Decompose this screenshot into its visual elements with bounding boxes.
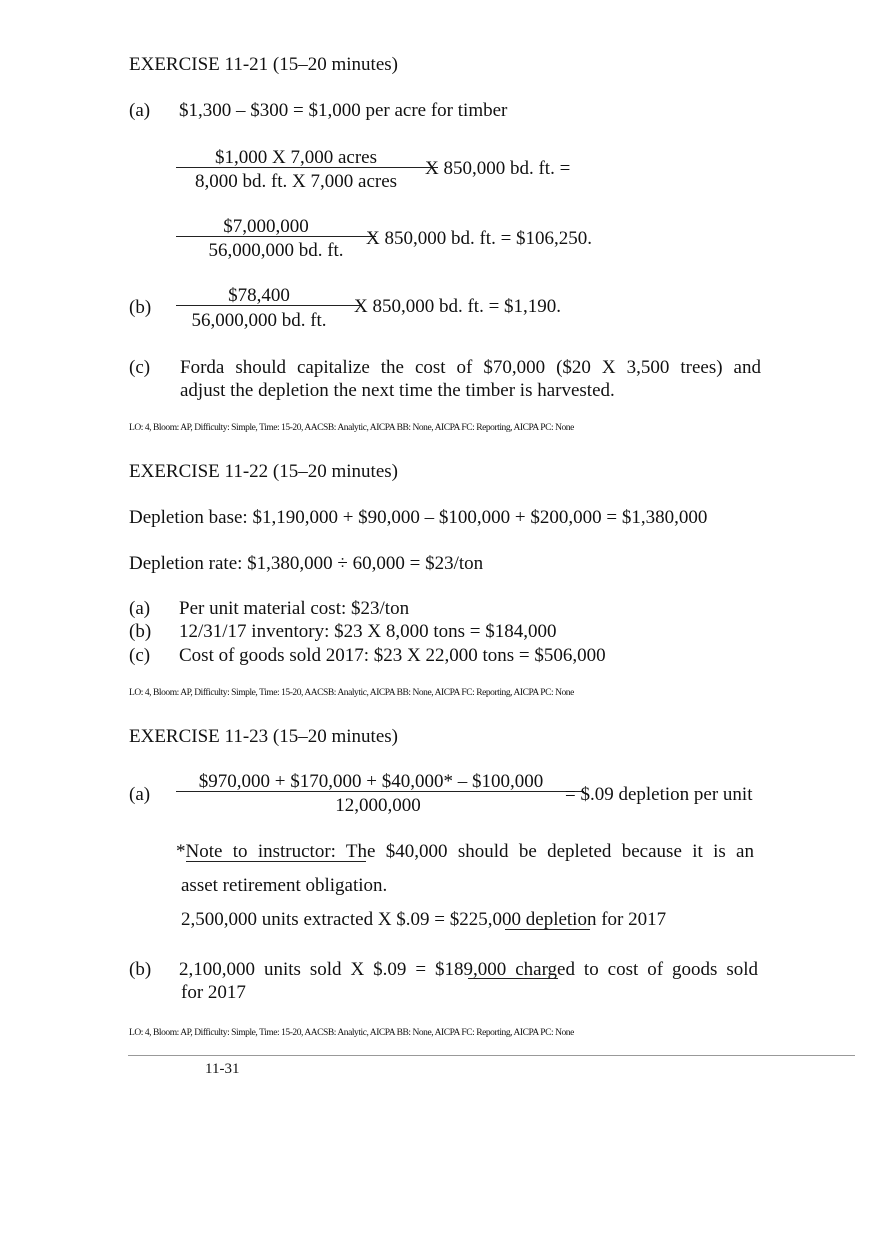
ex23-b-label: (b) xyxy=(129,959,152,980)
ex23-frac-bar xyxy=(176,791,584,792)
ex22-item-a-text: Per unit material cost: $23/ton xyxy=(179,598,410,619)
ex23-a-calc: 2,500,000 units extracted X $.09 = $225,000 depletion for 2017 xyxy=(181,909,667,930)
ex23-a-calc-underline xyxy=(505,929,590,930)
ex21-frac3-denominator: 56,000,000 bd. ft. xyxy=(191,310,327,331)
ex22-depletion-base: Depletion base: $1,190,000 + $90,000 – $100,000 + $200,000 = $1,380,000 xyxy=(129,507,708,528)
ex22-item-c-text: Cost of goods sold 2017: $23 X 22,000 tons = $506,000 xyxy=(179,645,606,666)
ex21-frac2-denominator: 56,000,000 bd. ft. xyxy=(208,240,344,261)
ex23-note-line1: *Note to instructor: The $40,000 should be depleted because it is an xyxy=(176,841,754,862)
ex23-lo-tag: LO: 4, Bloom: AP, Difficulty: Simple, Time: 15-20, AACSB: Analytic, AICPA BB: None, AICPA FC: Reporting, AICPA PC: None xyxy=(129,1028,574,1038)
ex21-frac2-tail: X 850,000 bd. ft. = $106,250. xyxy=(366,228,593,249)
ex22-item-b-label: (b) xyxy=(129,621,152,642)
footer-rule xyxy=(128,1055,855,1056)
ex21-a-line: $1,300 – $300 = $1,000 per acre for timber xyxy=(179,100,508,121)
ex22-item-b-text: 12/31/17 inventory: $23 X 8,000 tons = $184,000 xyxy=(179,621,557,642)
ex23-frac-numerator: $970,000 + $170,000 + $40,000* – $100,000 xyxy=(198,771,544,792)
ex22-title: EXERCISE 11-22 (15–20 minutes) xyxy=(129,461,398,482)
ex21-frac1-denominator: 8,000 bd. ft. X 7,000 acres xyxy=(194,171,398,192)
page-number: 11-31 xyxy=(205,1061,240,1077)
ex23-b-line1: 2,100,000 units sold X $.09 = $189,000 charged to cost of goods sold xyxy=(179,959,758,980)
ex21-frac1-numerator: $1,000 X 7,000 acres xyxy=(215,147,377,168)
ex23-b-line2: for 2017 xyxy=(181,982,246,1003)
ex21-frac1-bar xyxy=(176,167,438,168)
ex21-frac2-bar xyxy=(176,236,376,237)
ex23-note-underline xyxy=(186,861,366,862)
ex21-frac3-numerator: $78,400 xyxy=(228,285,290,306)
ex21-c-line1: Forda should capitalize the cost of $70,000 ($20 X 3,500 trees) and xyxy=(180,357,761,378)
ex22-item-a-label: (a) xyxy=(129,598,151,619)
ex23-note-line2: asset retirement obligation. xyxy=(181,875,388,896)
ex21-frac2-numerator: $7,000,000 xyxy=(223,216,309,237)
ex23-title: EXERCISE 11-23 (15–20 minutes) xyxy=(129,726,398,747)
ex21-title: EXERCISE 11-21 (15–20 minutes) xyxy=(129,54,398,75)
ex21-a-label: (a) xyxy=(129,100,151,121)
ex22-item-c-label: (c) xyxy=(129,645,151,666)
ex21-frac3-bar xyxy=(176,305,362,306)
ex21-b-label: (b) xyxy=(129,297,152,318)
ex21-lo-tag: LO: 4, Bloom: AP, Difficulty: Simple, Time: 15-20, AACSB: Analytic, AICPA BB: None, AICPA FC: Reporting, AICPA PC: None xyxy=(129,423,574,433)
ex23-frac-denominator: 12,000,000 xyxy=(335,795,421,816)
ex23-a-label: (a) xyxy=(129,784,151,805)
ex23-frac-tail: = $.09 depletion per unit xyxy=(565,784,753,805)
ex21-c-line2: adjust the depletion the next time the timber is harvested. xyxy=(180,380,615,401)
ex21-frac1-tail: X 850,000 bd. ft. = xyxy=(425,158,571,179)
ex22-lo-tag: LO: 4, Bloom: AP, Difficulty: Simple, Time: 15-20, AACSB: Analytic, AICPA BB: None, AICPA FC: Reporting, AICPA PC: None xyxy=(129,688,574,698)
ex23-b-underline xyxy=(468,978,558,979)
ex21-c-label: (c) xyxy=(129,357,151,378)
ex22-depletion-rate: Depletion rate: $1,380,000 ÷ 60,000 = $23/ton xyxy=(129,553,484,574)
ex21-frac3-tail: X 850,000 bd. ft. = $1,190. xyxy=(354,296,562,317)
